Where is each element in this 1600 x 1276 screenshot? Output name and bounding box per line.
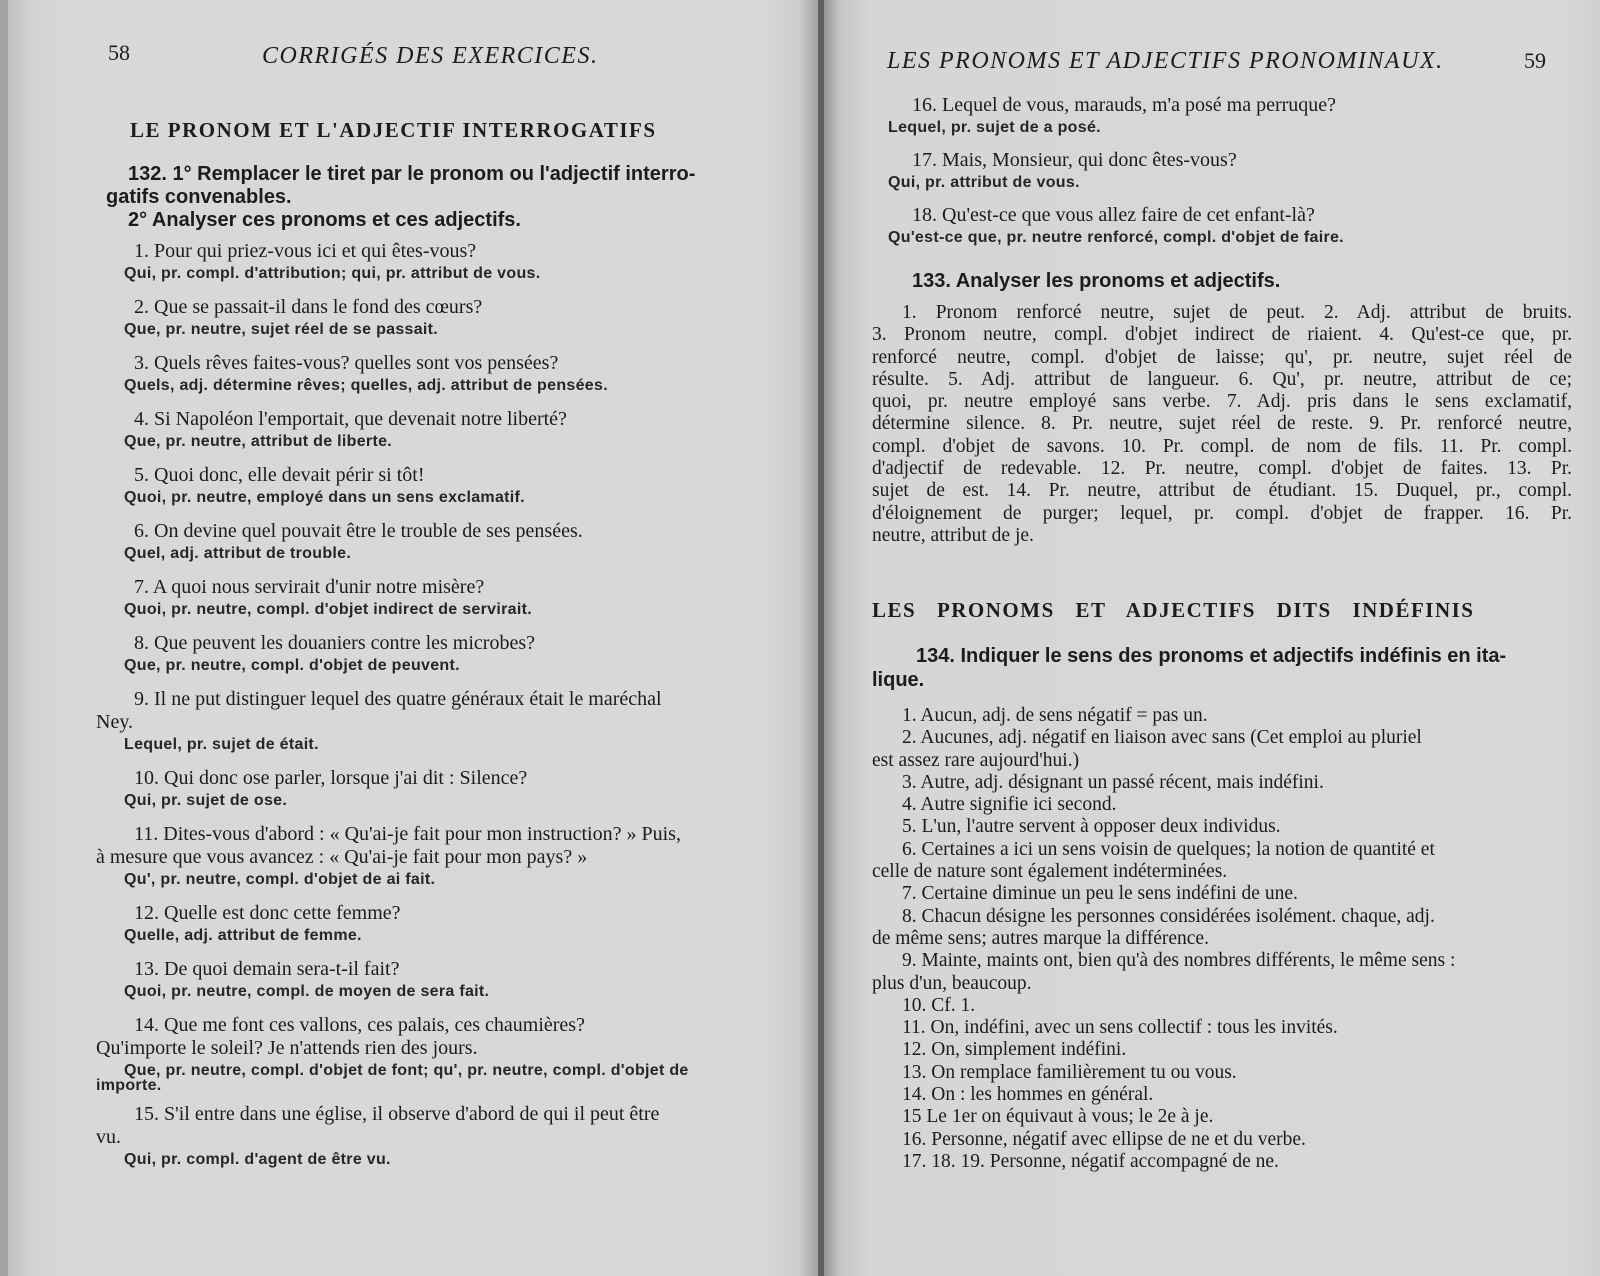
analysis-answer: Qui, pr. attribut de vous. [888,174,1080,191]
analysis-answer: Que, pr. neutre, sujet réel de se passait. [124,321,439,338]
exercise-sentence: 8. Que peuvent les douaniers contre les microbes? [134,632,535,654]
analysis-answer: Lequel, pr. sujet de était. [124,736,319,753]
list-item: 8. Chacun désigne les personnes considérées isolément. chaque, adj. [902,905,1435,927]
list-item: 4. Autre signifie ici second. [902,794,1117,816]
exercise-sentence: vu. [96,1126,121,1148]
analysis-answer: Qu', pr. neutre, compl. d'objet de ai fait. [124,871,436,888]
page-number-left: 58 [108,40,130,65]
exercise-sentence: 17. Mais, Monsieur, qui donc êtes-vous? [912,149,1237,171]
exercise-sentence: Qu'importe le soleil? Je n'attends rien des jours. [96,1037,478,1059]
right-page [822,0,1600,1276]
paragraph-line: compl. d'objet de savons. 10. Pr. compl. de nom de fils. 11. Pr. compl. [872,435,1572,457]
analysis-answer: Quels, adj. détermine rêves; quelles, adj. attribut de pensées. [124,377,608,394]
exercise-sentence: à mesure que vous avancez : « Qu'ai-je fait pour mon pays? » [96,846,588,868]
paragraph-line: d'éloignement de purger; lequel, pr. compl. d'objet de frapper. 16. Pr. [872,502,1572,524]
exercise-sentence: 3. Quels rêves faites-vous? quelles sont vos pensées? [134,352,559,374]
analysis-answer: Qui, pr. compl. d'agent de être vu. [124,1151,391,1168]
list-item: 11. On, indéfini, avec un sens collectif : tous les invités. [902,1017,1338,1039]
exercise-sentence: 15. S'il entre dans une église, il observe d'abord de qui il peut être [134,1103,660,1125]
analysis-answer: Qu'est-ce que, pr. neutre renforcé, compl. d'objet de faire. [888,229,1344,246]
list-item: 17. 18. 19. Personne, négatif accompagné de ne. [902,1150,1279,1172]
analysis-answer: Qui, pr. sujet de ose. [124,792,288,809]
list-item: 15 Le 1er on équivaut à vous; le 2e à je. [902,1106,1214,1128]
analysis-answer: Quelle, adj. attribut de femme. [124,927,362,944]
exercise-sentence: 9. Il ne put distinguer lequel des quatre généraux était le maréchal [134,688,662,710]
page-number-right: 59 [1524,48,1546,73]
paragraph-line: 3. Pronom neutre, compl. d'objet indirect de riaient. 4. Qu'est-ce que, pr. [872,324,1572,346]
task-134-line2: lique. [872,669,925,691]
analysis-answer: Quoi, pr. neutre, compl. de moyen de sera fait. [124,983,490,1000]
paragraph-line: renforcé neutre, compl. d'objet de laisse; qu', pr. neutre, sujet réel de [872,346,1572,368]
exercise-sentence: 7. A quoi nous servirait d'unir notre misère? [134,576,485,598]
exercise-sentence: 5. Quoi donc, elle devait périr si tôt! [134,464,425,486]
page-edge [0,0,8,1276]
list-item: 9. Mainte, maints ont, bien qu'à des nombres différents, le même sens : [902,950,1456,972]
paragraph-line: sujet de est. 14. Pr. neutre, attribut de étudiant. 15. Duquel, pr., compl. [872,480,1572,502]
section-title-interrogatifs: LE PRONOM ET L'ADJECTIF INTERROGATIFS [130,118,657,142]
paragraph-line: détermine silence. 8. Pr. neutre, sujet réel de reste. 9. Pr. renforcé neutre, [872,413,1572,435]
list-item: 5. L'un, l'autre servent à opposer deux individus. [902,816,1281,838]
task-132-line3: 2° Analyser ces pronoms et ces adjectifs. [128,209,521,231]
analysis-answer: Que, pr. neutre, compl. d'objet de font; qu', pr. neutre, compl. d'objet de [124,1062,689,1079]
exercise-sentence: 4. Si Napoléon l'emportait, que devenait notre liberté? [134,408,567,430]
list-item: 10. Cf. 1. [902,994,976,1016]
paragraph-line: 1. Pronom renforcé neutre, sujet de peut. 2. Adj. attribut de bruits. [902,302,1572,323]
exercise-sentence: 16. Lequel de vous, marauds, m'a posé ma perruque? [912,94,1337,116]
exercise-sentence: 10. Qui donc ose parler, lorsque j'ai dit : Silence? [134,767,528,789]
exercise-sentence: Ney. [96,711,134,733]
list-item: 12. On, simplement indéfini. [902,1039,1127,1061]
analysis-answer: importe. [96,1077,162,1094]
analysis-answer: Que, pr. neutre, compl. d'objet de peuvent. [124,657,460,674]
list-item: celle de nature sont également indéterminées. [872,861,1228,883]
list-item: 3. Autre, adj. désignant un passé récent, mais indéfini. [902,771,1324,793]
answers-133-paragraph [872,302,1572,547]
paragraph-line: neutre, attribut de je. [872,524,1034,546]
book-gutter [818,0,824,1276]
exercise-sentence: 12. Quelle est donc cette femme? [134,902,401,924]
list-item: 2. Aucunes, adj. négatif en liaison avec sans (Cet emploi au pluriel [902,727,1422,749]
analysis-answer: Que, pr. neutre, attribut de liberte. [124,433,393,450]
exercise-sentence: 6. On devine quel pouvait être le trouble de ses pensées. [134,520,583,542]
paragraph-line: d'adjectif de redevable. 12. Pr. neutre, compl. d'objet de faites. 13. Pr. [872,458,1572,480]
section-title-indefinis: LES PRONOMS ET ADJECTIFS DITS INDÉFINIS [872,598,1475,622]
answers-134-list [872,705,1572,1173]
list-item: de même sens; autres marque la différence. [872,927,1209,949]
analysis-answer: Qui, pr. compl. d'attribution; qui, pr. attribut de vous. [124,265,541,282]
list-item: 13. On remplace familièrement tu ou vous. [902,1061,1237,1083]
exercise-sentence: 2. Que se passait-il dans le fond des cœurs? [134,296,483,318]
exercise-sentence: 14. Que me font ces vallons, ces palais, ces chaumières? [134,1014,585,1036]
task-132-line2: gatifs convenables. [106,186,292,208]
analysis-answer: Lequel, pr. sujet de a posé. [888,119,1101,136]
list-item: 7. Certaine diminue un peu le sens indéfini de une. [902,883,1298,905]
list-item: est assez rare aujourd'hui.) [872,749,1080,771]
list-item: 16. Personne, négatif avec ellipse de ne et du verbe. [902,1128,1306,1150]
running-head-left: CORRIGÉS DES EXERCICES. [262,43,599,69]
paragraph-line: résulte. 5. Adj. attribut de langueur. 6. Qu', pr. neutre, attribut de ce; [872,368,1572,390]
exercise-sentence: 13. De quoi demain sera-t-il fait? [134,958,400,980]
list-item: 14. On : les hommes en général. [902,1084,1154,1106]
exercise-sentence: 1. Pour qui priez-vous ici et qui êtes-vous? [134,240,477,262]
analysis-answer: Quoi, pr. neutre, compl. d'objet indirect de servirait. [124,601,532,618]
list-item: plus d'un, beaucoup. [872,972,1032,994]
list-item: 6. Certaines a ici un sens voisin de quelques; la notion de quantité et [902,838,1435,860]
task-133: 133. Analyser les pronoms et adjectifs. [912,270,1281,292]
analysis-answer: Quoi, pr. neutre, employé dans un sens exclamatif. [124,489,525,506]
task-134-line1: 134. Indiquer le sens des pronoms et adjectifs indéfinis en ita- [916,645,1507,667]
task-132-line1: 132. 1° Remplacer le tiret par le pronom ou l'adjectif interro- [128,163,696,185]
running-head-right: LES PRONOMS ET ADJECTIFS PRONOMINAUX. [887,48,1444,74]
analysis-answer: Quel, adj. attribut de trouble. [124,545,352,562]
paragraph-line: quoi, pr. neutre employé sans verbe. 7. Adj. pris dans le sens exclamatif, [872,391,1572,413]
exercise-sentence: 18. Qu'est-ce que vous allez faire de cet enfant-là? [912,204,1315,226]
exercise-sentence: 11. Dites-vous d'abord : « Qu'ai-je fait pour mon instruction? » Puis, [134,823,681,845]
list-item: 1. Aucun, adj. de sens négatif = pas un. [902,705,1208,726]
